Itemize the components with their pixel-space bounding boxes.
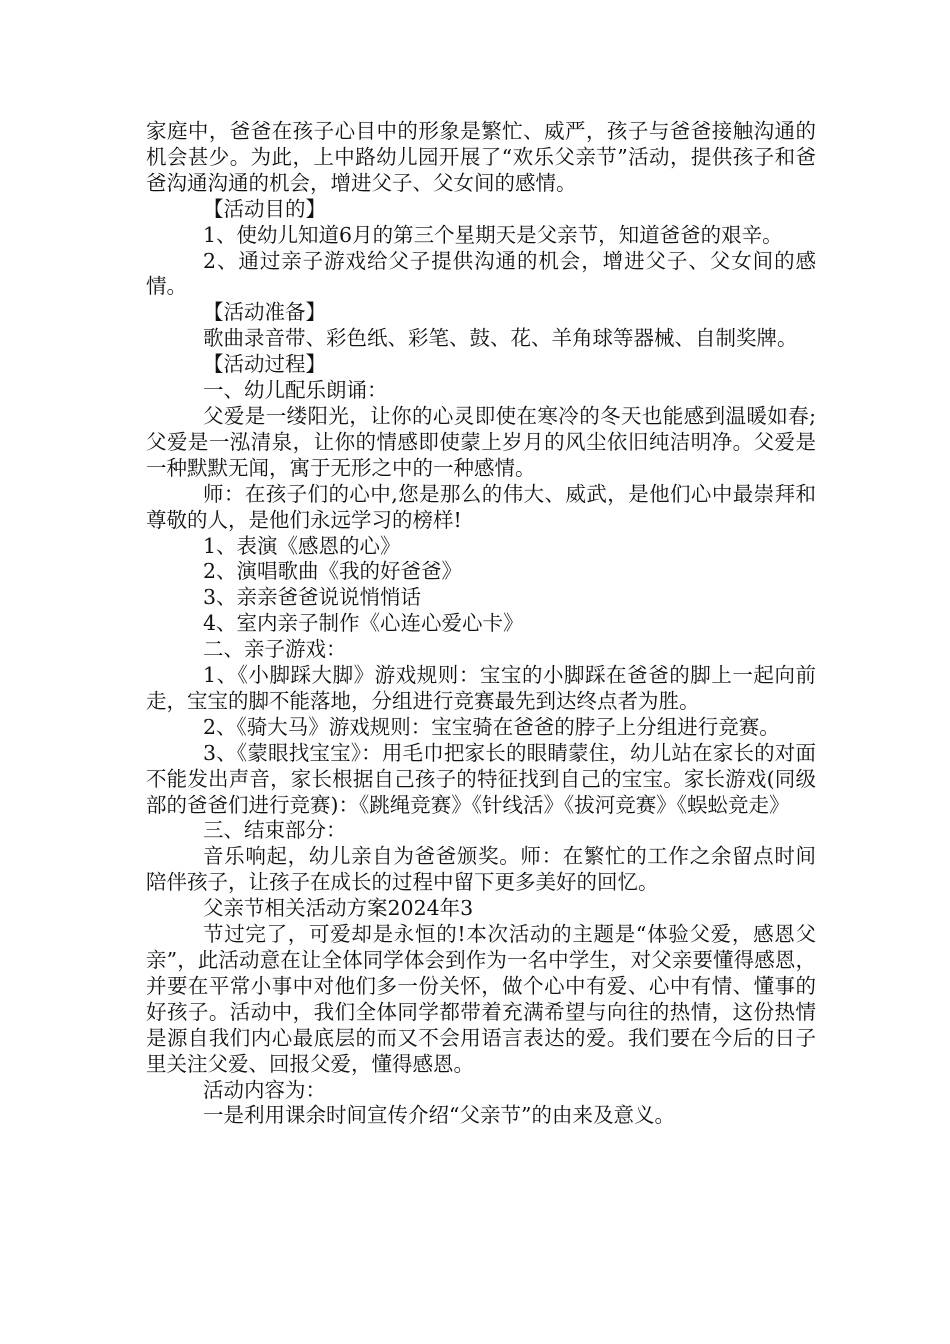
paragraph-plan-3-intro: 节过完了，可爱却是永恒的!本次活动的主题是“体验父爱，感恩父亲”，此活动意在让全体同学体会到作为一名中学生，对父亲要懂得感恩，并要在平常小事中对他们多一份关怀，做个心中有爱、心中有情、懂事的好孩子。活动中，我们全体同学都带着充满希望与向往的热情，这份热情是源自我们内心最底层的而又不会用语言表达的爱。我们要在今后的日子里关注父爱、回报父爱，懂得感恩。 bbox=[146, 922, 816, 1076]
subheading-ending: 三、结束部分： bbox=[203, 818, 347, 843]
heading-activity-process: 【活动过程】 bbox=[203, 352, 326, 377]
heading-activity-prep: 【活动准备】 bbox=[203, 300, 326, 325]
paragraph-goal-2: 2、通过亲子游戏给父子提供沟通的机会，增进父子、父女间的感情。 bbox=[146, 248, 816, 299]
paragraph-recitation: 父爱是一缕阳光，让你的心灵即使在寒冷的冬天也能感到温暖如春;父爱是一泓清泉，让你的情感即使蒙上岁月的风尘依旧纯洁明净。父爱是一种默默无闻，寓于无形之中的一种感情。 bbox=[146, 403, 816, 480]
subheading-games: 二、亲子游戏： bbox=[203, 637, 347, 662]
section-title-plan-3: 父亲节相关活动方案2024年3 bbox=[203, 896, 474, 921]
list-item-performance: 1、表演《感恩的心》 bbox=[203, 533, 401, 558]
paragraph-intro: 家庭中，爸爸在孩子心目中的形象是繁忙、威严，孩子与爸爸接触沟通的机会甚少。为此，上中路幼儿园开展了“欢乐父亲节”活动，提供孩子和爸爸沟通沟通的机会，增进父子、父女间的感情。 bbox=[146, 119, 816, 195]
paragraph-ending: 音乐响起，幼儿亲自为爸爸颁奖。师：在繁忙的工作之余留点时间陪伴孩子，让孩子在成长的过程中留下更多美好的回忆。 bbox=[146, 844, 816, 895]
paragraph-game-3: 3、《蒙眼找宝宝》：用毛巾把家长的眼睛蒙住，幼儿站在家长的对面不能发出声音，家长根据自己孩子的特征找到自己的宝宝。家长游戏(同级部的爸爸们进行竞赛)：《跳绳竞赛》《针线活》《拔河竞赛》《蜈蚣竞走》 bbox=[146, 740, 816, 817]
paragraph-goal-1: 1、使幼儿知道6月的第三个星期天是父亲节，知道爸爸的艰辛。 bbox=[203, 222, 783, 247]
heading-activity-goal: 【活动目的】 bbox=[203, 196, 326, 221]
paragraph-teacher: 师：在孩子们的心中,您是那么的伟大、威武，是他们心中最崇拜和尊敬的人，是他们永远学习的榜样! bbox=[146, 481, 816, 532]
list-item-card: 4、室内亲子制作《心连心爱心卡》 bbox=[203, 611, 524, 636]
subheading-recitation: 一、幼儿配乐朗诵： bbox=[203, 378, 388, 403]
paragraph-content-label: 活动内容为： bbox=[203, 1077, 326, 1102]
paragraph-prep: 歌曲录音带、彩色纸、彩笔、鼓、花、羊角球等器械、自制奖牌。 bbox=[203, 326, 798, 351]
document-body bbox=[146, 119, 816, 1129]
paragraph-game-2: 2、《骑大马》游戏规则：宝宝骑在爸爸的脖子上分组进行竞赛。 bbox=[203, 714, 780, 739]
paragraph-game-1: 1、《小脚踩大脚》游戏规则：宝宝的小脚踩在爸爸的脚上一起向前走，宝宝的脚不能落地，分组进行竞赛最先到达终点者为胜。 bbox=[146, 663, 816, 713]
list-item-song: 2、演唱歌曲《我的好爸爸》 bbox=[203, 559, 463, 584]
list-item-whisper: 3、亲亲爸爸说说悄悄话 bbox=[203, 585, 422, 610]
paragraph-content-1: 一是利用课余时间宣传介绍“父亲节”的由来及意义。 bbox=[203, 1103, 675, 1128]
